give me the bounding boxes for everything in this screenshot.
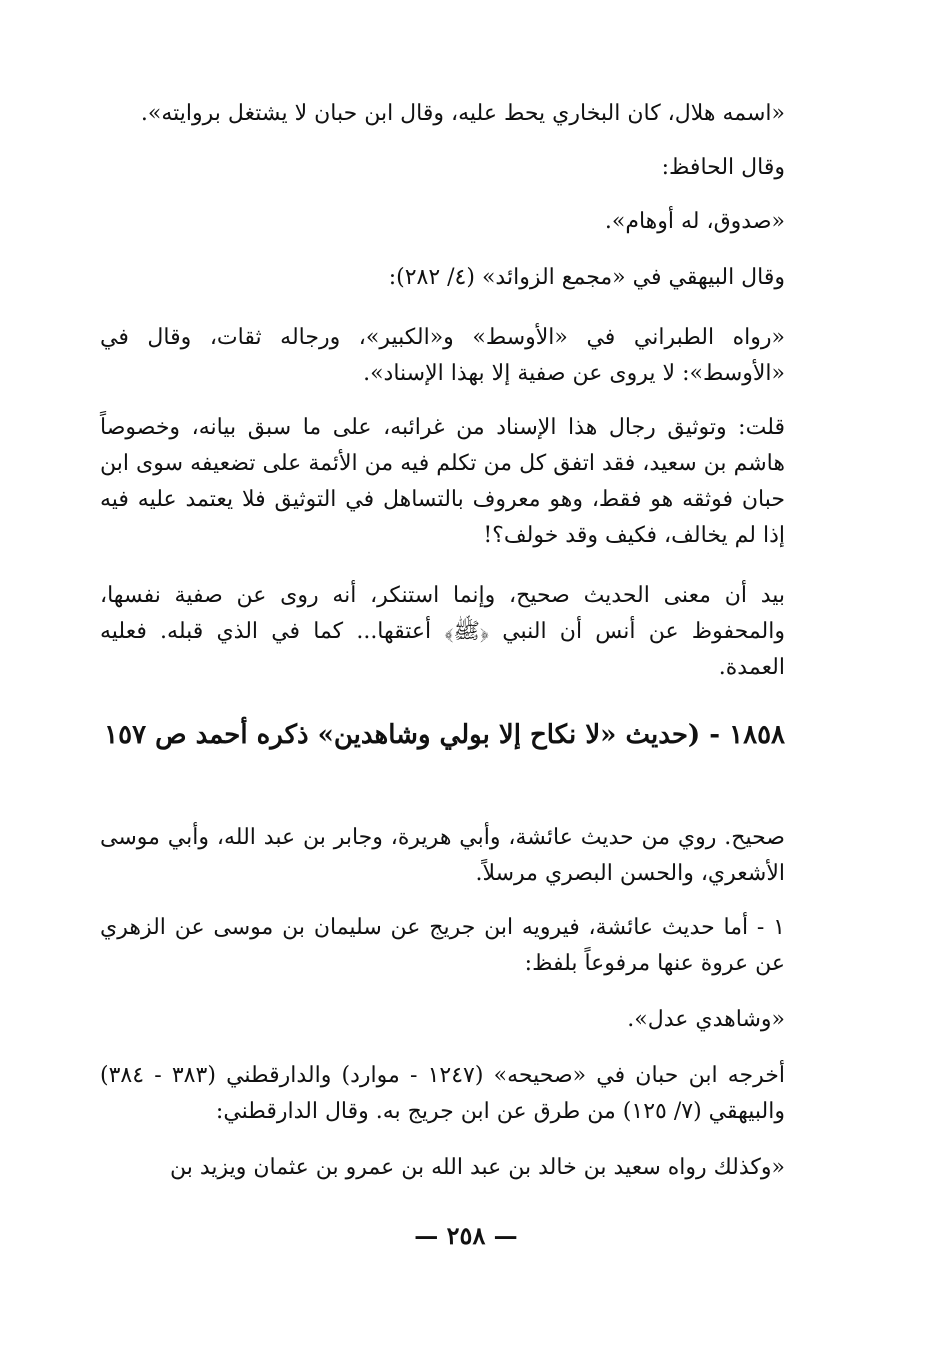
page-number: — ٢٥٨ — [414, 1221, 518, 1250]
citation-paragraph: أخرجه ابن حبان في «صحيحه» (١٢٤٧ - موارد) والدارقطني (٣٨٣ - ٣٨٤) والبيهقي (٧/ ١٢٥) من طرق عن ابن جريج به. وقال الدارقطني: [100, 1063, 785, 1124]
commentary-paragraph: بيد أن معنى الحديث صحيح، وإنما استنكر، أنه روى عن صفية نفسها، والمحفوظ عن أنس أن النبي ﴿ﷺ﴾ أعتقها... كما في الذي قبله. فعليه العمدة. [100, 583, 785, 680]
quote-line: «وشاهدي عدل». [627, 1007, 785, 1032]
commentary-paragraph: ١ - أما حديث عائشة، فيرويه ابن جريج عن سليمان بن موسى عن الزهري عن عروة عنها مرفوعاً بلفظ: [100, 915, 785, 976]
commentary-paragraph: قلت: وتوثيق رجال هذا الإسناد من غرائبه، على ما سبق بيانه، وخصوصاً هاشم بن سعيد، فقد اتفق كل من تكلم فيه من الأئمة على تضعيفه سوى ابن حبان فوثقه هو فقط، وهو معروف بالتساهل في التوثيق فلا يعتمد عليه فيه إذا لم يخالف، فكيف وقد خولف؟! [100, 415, 785, 548]
commentary-paragraph: صحيح. روي من حديث عائشة، وأبي هريرة، وجابر بن عبد الله، وأبي موسى الأشعري، والحسن البصري مرسلاً. [100, 825, 785, 886]
hadith-heading: ١٨٥٨ - (حديث «لا نكاح إلا بولي وشاهدين» ذكره أحمد ص ١٥٧ [104, 720, 785, 750]
text-line: وقال الحافظ: [661, 155, 785, 180]
text-line: وقال البيهقي في «مجمع الزوائد» (٤/ ٢٨٢): [388, 265, 785, 290]
quote-paragraph: «اسمه هلال، كان البخاري يحط عليه، وقال ابن حبان لا يشتغل بروايته». [140, 101, 785, 126]
quote-line: «صدوق، له أوهام». [604, 209, 785, 234]
quote-line: «وكذلك رواه سعيد بن خالد بن عبد الله بن عمرو بن عثمان ويزيد بن [169, 1155, 785, 1180]
quote-paragraph: «رواه الطبراني في «الأوسط» و«الكبير»، ورجاله ثقات، وقال في «الأوسط»: لا يروى عن صفية إلا بهذا الإسناد». [100, 325, 785, 386]
